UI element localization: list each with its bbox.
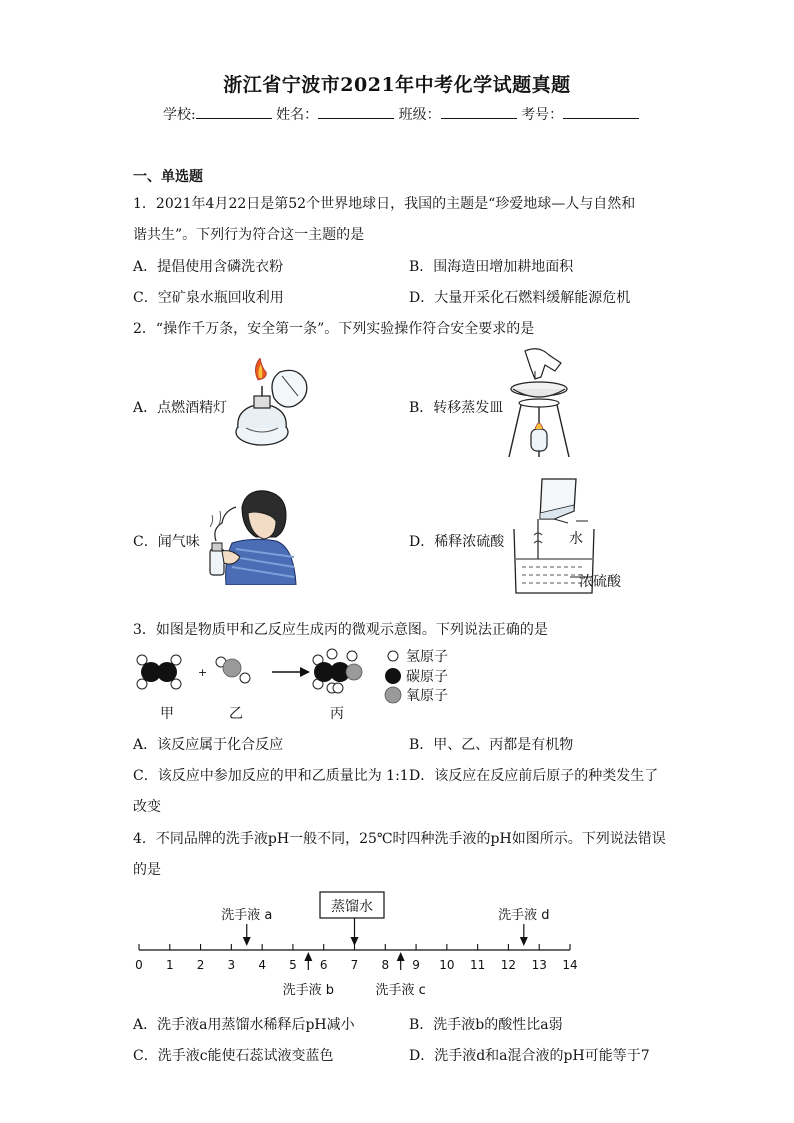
legend-hydrogen-icon: [388, 651, 398, 661]
legend-oxygen-icon: [385, 687, 401, 703]
ph-marker-label: 洗手液 a: [221, 908, 273, 923]
school-label: 学校:: [163, 107, 196, 123]
ph-marker: [221, 907, 272, 946]
ph-number-line: [120, 886, 600, 1006]
q3-option-c[interactable]: C．该反应中参加反应的甲和乙质量比为 1:1: [133, 768, 409, 784]
distilled-water-label: 蒸馏水: [331, 899, 373, 915]
q2-option-d[interactable]: D．稀释浓硫酸: [409, 534, 505, 550]
ph-tick-label: 13: [531, 958, 547, 972]
legend: [385, 649, 448, 704]
ph-marker: [351, 918, 359, 946]
class-blank[interactable]: [441, 104, 517, 119]
ph-marker-arrow: [397, 952, 405, 961]
q3-option-b[interactable]: B．甲、乙、丙都是有机物: [409, 737, 574, 753]
ph-tick-label: 10: [439, 958, 455, 972]
exam-no-blank[interactable]: [563, 104, 639, 119]
molecule-yi: [216, 657, 250, 683]
legend-carbon-icon: [385, 668, 401, 684]
q1-option-c[interactable]: C．空矿泉水瓶回收利用: [133, 290, 284, 306]
molecule-jia: [137, 655, 181, 689]
label-jia: 甲: [160, 706, 174, 722]
q4-option-b[interactable]: B．洗手液b的酸性比a弱: [409, 1017, 563, 1033]
ph-marker-arrow: [304, 952, 312, 961]
q4-option-d[interactable]: D．洗手液d和a混合液的pH可能等于7: [409, 1048, 650, 1064]
q4-stem-2: 的是: [133, 862, 161, 878]
q3-option-d[interactable]: D．该反应在反应前后原子的种类发生了: [409, 768, 659, 784]
page-title: 浙江省宁波市2021年中考化学试题真题: [223, 74, 571, 96]
legend-oxygen: 氧原子: [406, 688, 448, 704]
q1-stem-2: 谐共生”。下列行为符合这一主题的是: [133, 227, 365, 243]
molecule-bing: [313, 649, 362, 693]
ph-tick-label: 2: [196, 958, 205, 972]
evaporating-dish-illustration: [505, 345, 573, 463]
q1-option-a[interactable]: A．提倡使用含磷洗衣粉: [133, 259, 284, 275]
legend-carbon: 碳原子: [406, 669, 448, 685]
exam-no-label: 考号：: [521, 107, 564, 123]
q3-option-d-cont: 改变: [133, 799, 161, 815]
q4-option-a[interactable]: A．洗手液a用蒸馏水稀释后pH减小: [133, 1017, 355, 1033]
name-label: 姓名：: [276, 107, 319, 123]
q3-option-a[interactable]: A．该反应属于化合反应: [133, 737, 284, 753]
label-bing: 丙: [330, 706, 344, 722]
q4-option-c[interactable]: C．洗手液c能使石蕊试液变蓝色: [133, 1048, 334, 1064]
q2-option-c[interactable]: C．闻气味: [133, 534, 200, 550]
ph-marker-label: 洗手液 d: [498, 908, 550, 923]
student-info-row: [163, 104, 639, 124]
ph-tick-label: 11: [470, 958, 486, 972]
reaction-arrow: [300, 667, 310, 677]
ph-tick-label: 8: [381, 958, 390, 972]
section-heading: 一、单选题: [133, 169, 203, 185]
conc-acid-label: 浓硫酸: [579, 574, 621, 590]
ph-tick-label: 14: [562, 958, 578, 972]
ph-tick-label: 4: [258, 958, 266, 972]
water-label: 水: [569, 531, 583, 547]
q1-option-b[interactable]: B．围海造田增加耕地面积: [409, 259, 574, 275]
q2-option-b[interactable]: B．转移蒸发皿: [409, 400, 504, 416]
ph-tick-label: 12: [500, 958, 517, 972]
ph-tick-label: 0: [135, 958, 143, 972]
ph-tick-label: 9: [412, 958, 420, 972]
class-label: 班级：: [398, 107, 441, 123]
q1-option-d[interactable]: D．大量开采化石燃料缓解能源危机: [409, 290, 631, 306]
ph-tick-label: 1: [165, 958, 174, 972]
school-blank[interactable]: [196, 104, 272, 119]
label-yi: 乙: [229, 706, 243, 722]
ph-tick-label: 6: [319, 958, 328, 972]
ph-marker-label: 洗手液 b: [282, 983, 335, 998]
reaction-diagram: [128, 648, 468, 724]
ph-marker-arrow: [520, 937, 528, 946]
alcohol-lamp-illustration: [228, 358, 316, 450]
ph-marker: [498, 907, 549, 946]
ph-marker-arrow: [351, 937, 359, 946]
q4-stem-1: 4．不同品牌的洗手液pH一般不同，25℃时四种洗手液的pH如图所示。下列说法错误: [133, 831, 666, 847]
ph-tick-label: 5: [289, 958, 297, 972]
plus-sign: +: [198, 666, 208, 679]
name-blank[interactable]: [318, 104, 394, 119]
ph-marker-label: 洗手液 c: [375, 983, 426, 998]
smelling-illustration: [202, 487, 298, 585]
q1-stem-1: 1．2021年4月22日是第52个世界地球日，我国的主题是“珍爱地球—人与自然和: [133, 196, 636, 212]
legend-hydrogen: 氢原子: [406, 649, 448, 665]
q2-option-a[interactable]: A．点燃酒精灯: [133, 400, 228, 416]
ph-marker-arrow: [243, 937, 251, 946]
ph-tick-label: 7: [350, 958, 359, 972]
q3-stem: 3．如图是物质甲和乙反应生成丙的微观示意图。下列说法正确的是: [133, 622, 548, 638]
q2-stem: 2．“操作千万条，安全第一条”。下列实验操作符合安全要求的是: [133, 321, 535, 337]
ph-tick-label: 3: [227, 958, 236, 972]
